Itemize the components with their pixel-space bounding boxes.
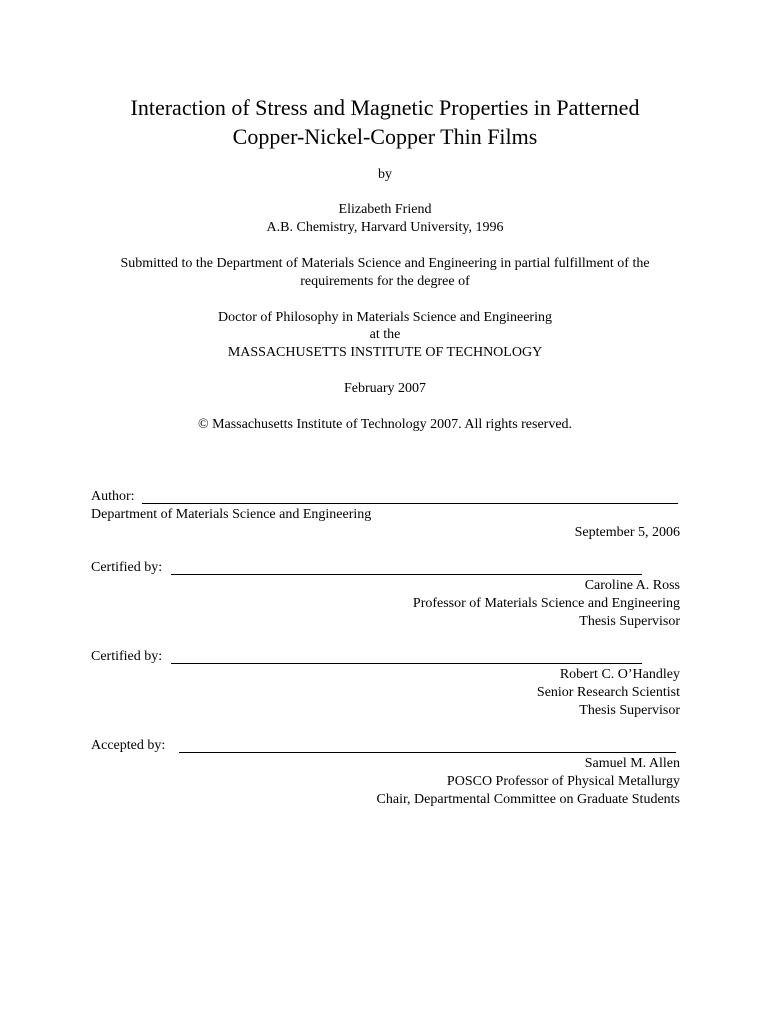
author-degree: A.B. Chemistry, Harvard University, 1996	[266, 220, 504, 235]
certified-label-2: Certified by:	[91, 649, 163, 664]
degree-at: at the	[369, 327, 401, 342]
author-signature-row	[91, 488, 680, 506]
certifier-1-name: Caroline A. Ross	[584, 578, 680, 593]
author-signature-label: Author:	[91, 489, 135, 504]
accepted-label: Accepted by:	[91, 738, 166, 753]
acceptor-role: Chair, Departmental Committee on Graduate Students	[376, 792, 680, 807]
author-department: Department of Materials Science and Engineering	[91, 507, 372, 522]
certified-signature-row-1	[91, 559, 680, 577]
copyright-notice: © Massachusetts Institute of Technology 2007. All rights reserved.	[197, 417, 573, 432]
certifier-1-role: Thesis Supervisor	[579, 614, 680, 629]
certifier-2-role: Thesis Supervisor	[579, 703, 680, 718]
certified-signature-line-1	[171, 574, 642, 575]
certified-label-1: Certified by:	[91, 560, 163, 575]
certified-signature-line-2	[171, 663, 642, 664]
accepted-signature-row	[91, 737, 680, 755]
acceptor-name: Samuel M. Allen	[584, 756, 680, 771]
accepted-signature-line	[179, 752, 676, 753]
institution-name: MASSACHUSETTS INSTITUTE OF TECHNOLOGY	[227, 345, 543, 360]
author-name: Elizabeth Friend	[338, 202, 432, 217]
submission-date: February 2007	[343, 381, 427, 396]
thesis-title-line-1: Interaction of Stress and Magnetic Properties in Patterned	[130, 95, 640, 120]
certified-signature-row-2	[91, 648, 680, 666]
degree-name: Doctor of Philosophy in Materials Science and Engineering	[218, 310, 552, 325]
acceptor-title: POSCO Professor of Physical Metallurgy	[446, 774, 680, 789]
certifier-2-title: Senior Research Scientist	[536, 685, 680, 700]
certifier-1-title: Professor of Materials Science and Engineering	[412, 596, 680, 611]
by-label: by	[378, 167, 392, 182]
author-signature-date: September 5, 2006	[574, 525, 680, 540]
certifier-2-name: Robert C. O’Handley	[559, 667, 680, 682]
thesis-title-line-2: Copper-Nickel-Copper Thin Films	[232, 124, 538, 149]
submission-line-1: Submitted to the Department of Materials Science and Engineering in partial fulfillment of the	[120, 256, 650, 271]
submission-line-2: requirements for the degree of	[300, 274, 470, 289]
author-signature-line	[142, 503, 678, 504]
